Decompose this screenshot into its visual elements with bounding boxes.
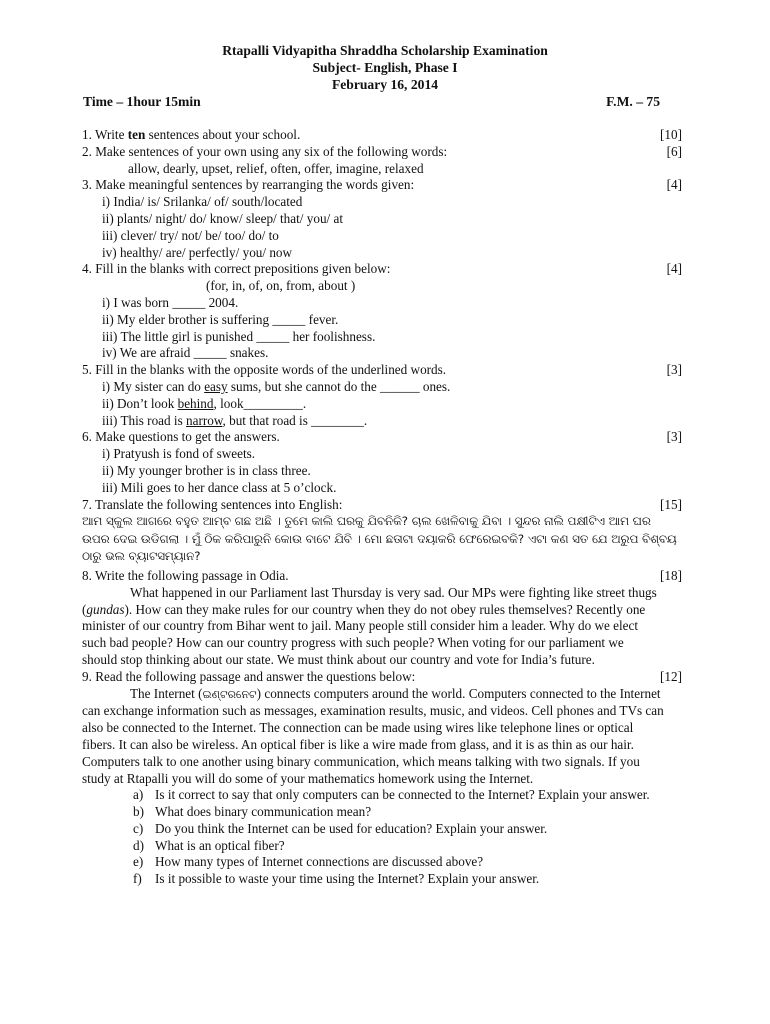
question-4-options: (for, in, of, on, from, about ) — [206, 278, 356, 294]
subject-title: Subject- English, Phase I — [312, 60, 458, 75]
underlined-word: easy — [204, 378, 228, 394]
question-2-text: 2. Make sentences of your own using any six of the following words: — [82, 143, 448, 159]
sub-label: c) — [133, 820, 144, 836]
exam-header — [0, 42, 770, 93]
question-5-text: 5. Fill in the blanks with the opposite words of the underlined words. — [82, 362, 447, 378]
question-8-marks: [18] — [660, 567, 682, 583]
question-3-item: iv) healthy/ are/ perfectly/ you/ now — [102, 244, 293, 260]
question-9-sub — [82, 821, 682, 838]
question-6-item: ii) My younger brother is in class three. — [102, 462, 311, 478]
question-5-marks: [3] — [666, 362, 682, 378]
question-4 — [82, 261, 682, 278]
sub-text: Do you think the Internet can be used for education? Explain your answer. — [155, 820, 548, 836]
item-prefix: iii) This road is — [102, 412, 187, 428]
question-1-prefix: 1. Write — [82, 127, 128, 142]
sub-text: What does binary communication mean? — [155, 804, 372, 820]
question-3 — [82, 177, 682, 194]
question-2-marks: [6] — [666, 143, 682, 159]
question-9 — [82, 669, 682, 686]
passage-odia-word: ଇଣ୍ଟରନେଟ — [202, 687, 257, 701]
passage-text: ) connects computers around the world. Computers connected to the Internet can exchange information such as messages, examination results, music, and videos. Cell phones and TVs can also be connected to the Internet. The connection can be made using wires like telephone lines or optical fibers. It can also be wireless. An optical fiber is like a wire made from glass, and it is as thin as our hair. Computers talk to one another using binary communication, which means talking with two signals. If you study at Rtapalli you will do some of your mathematics homework using the Internet. — [82, 685, 664, 786]
time-allowed: Time – 1hour 15min — [83, 94, 201, 109]
question-2 — [82, 144, 682, 161]
passage-text: ). How can they make rules for our country when they do not obey rules themselves? Recently one minister of our country from Bihar went to jail. Many people still consider him a leader. Why do we elect such bad people? How can our country progress with such people? When voting for our parliament we should stop thinking about our state. We must think about our country and vote for India’s future. — [82, 601, 646, 667]
question-9-sub — [82, 871, 682, 888]
sub-label: b) — [133, 804, 144, 820]
sub-label: a) — [133, 787, 144, 803]
question-7-odia-passage: ଆମ ସ୍କୁଲ ଆଗରେ ବହୁତ ଆମ୍ବ ଗଛ ଅଛି । ତୁମେ କାଲି ଘରକୁ ଯିବନିକି? ଚାଲ ଖେଳିବାକୁ ଯିବା । ସୁନ୍ଦର ନାଲି ପକ୍ଷୀଟିଏ ଆମ ଘର ଉପର ଦେଇ ଉଡିଗଲା । ମୁଁ ଠିକ କରିପାରୁନି କୋଉ ବାଟେ ଯିବି । ମୋ ଛତାଟା ଦୟାକରି ଫେରେଇବକି? ଏଟା କଣ ସତ ଯେ ଅରୁପ ବିଶ୍ବୟ ଠାରୁ ଭଲ ବ୍ୟାଟସମ୍ୟାନ? — [82, 514, 677, 563]
passage-text: The Internet ( — [130, 685, 203, 701]
question-4-item: ii) My elder brother is suffering _____ fever. — [102, 311, 339, 327]
question-3-item: ii) plants/ night/ do/ know/ sleep/ that/ you/ at — [102, 210, 344, 226]
question-6-item: iii) Mili goes to her dance class at 5 o’clock. — [102, 479, 337, 495]
item-prefix: ii) Don’t look — [102, 395, 178, 411]
sub-text: What is an optical fiber? — [155, 837, 285, 853]
question-9-sub — [82, 787, 682, 804]
question-7 — [82, 497, 682, 514]
question-1-bold: ten — [127, 127, 146, 142]
full-marks: F.M. – 75 — [606, 94, 660, 109]
question-8 — [82, 568, 682, 585]
item-prefix: i) My sister can do — [102, 378, 205, 394]
question-4-item: iv) We are afraid _____ snakes. — [102, 345, 269, 361]
question-5-item — [82, 413, 682, 430]
sub-text: Is it possible to waste your time using the Internet? Explain your answer. — [155, 871, 540, 887]
question-9-sub — [82, 854, 682, 871]
item-suffix: sums, but she cannot do the ______ ones. — [227, 378, 451, 394]
sub-text: Is it correct to say that only computers can be connected to the Internet? Explain your answer. — [155, 787, 650, 803]
question-4-item: iii) The little girl is punished _____ her foolishness. — [102, 328, 376, 344]
question-6 — [82, 429, 682, 446]
underlined-word: narrow — [186, 412, 223, 428]
item-suffix: , look_________. — [213, 395, 307, 411]
exam-meta — [83, 94, 660, 111]
sub-label: e) — [133, 854, 144, 870]
question-7-marks: [15] — [660, 496, 682, 512]
sub-label: d) — [133, 837, 144, 853]
question-7-text: 7. Translate the following sentences into English: — [82, 496, 343, 512]
question-9-passage — [82, 686, 664, 788]
question-9-text: 9. Read the following passage and answer the questions below: — [82, 668, 416, 684]
underlined-word: behind — [177, 395, 214, 411]
question-6-item: i) Pratyush is fond of sweets. — [102, 446, 256, 462]
question-3-marks: [4] — [666, 177, 682, 193]
passage-italic: gundas — [86, 601, 125, 617]
question-1-marks: [10] — [660, 127, 682, 142]
question-4-item: i) I was born _____ 2004. — [102, 294, 239, 310]
item-suffix: , but that road is ________. — [222, 412, 368, 428]
question-8-passage — [82, 585, 662, 669]
question-8-text: 8. Write the following passage in Odia. — [82, 567, 289, 583]
question-6-text: 6. Make questions to get the answers. — [82, 429, 280, 445]
question-9-marks: [12] — [660, 668, 682, 684]
question-1 — [82, 127, 682, 144]
exam-date: February 16, 2014 — [331, 77, 439, 92]
question-4-text: 4. Fill in the blanks with correct prepositions given below: — [82, 261, 391, 277]
question-2-word-list: allow, dearly, upset, relief, often, offer, imagine, relaxed — [128, 160, 424, 176]
question-5-item — [82, 379, 682, 396]
question-3-item: iii) clever/ try/ not/ be/ too/ do/ to — [102, 227, 279, 243]
question-3-item: i) India/ is/ Srilanka/ of/ south/located — [102, 194, 303, 210]
passage-text: What happened in our Parliament last Thursday is very sad. Our MPs were fighting like street thugs ( — [82, 584, 657, 617]
question-5-item — [82, 396, 682, 413]
question-3-text: 3. Make meaningful sentences by rearranging the words given: — [82, 177, 415, 193]
question-list — [82, 127, 682, 888]
school-exam-title: Rtapalli Vidyapitha Shraddha Scholarship Examination — [222, 43, 548, 58]
question-6-marks: [3] — [666, 429, 682, 445]
sub-label: f) — [133, 871, 142, 887]
question-4-marks: [4] — [666, 261, 682, 277]
question-5 — [82, 362, 682, 379]
question-9-sub — [82, 804, 682, 821]
question-1-text: sentences about your school. — [145, 127, 301, 142]
question-9-sub — [82, 838, 682, 855]
sub-text: How many types of Internet connections are discussed above? — [155, 854, 484, 870]
